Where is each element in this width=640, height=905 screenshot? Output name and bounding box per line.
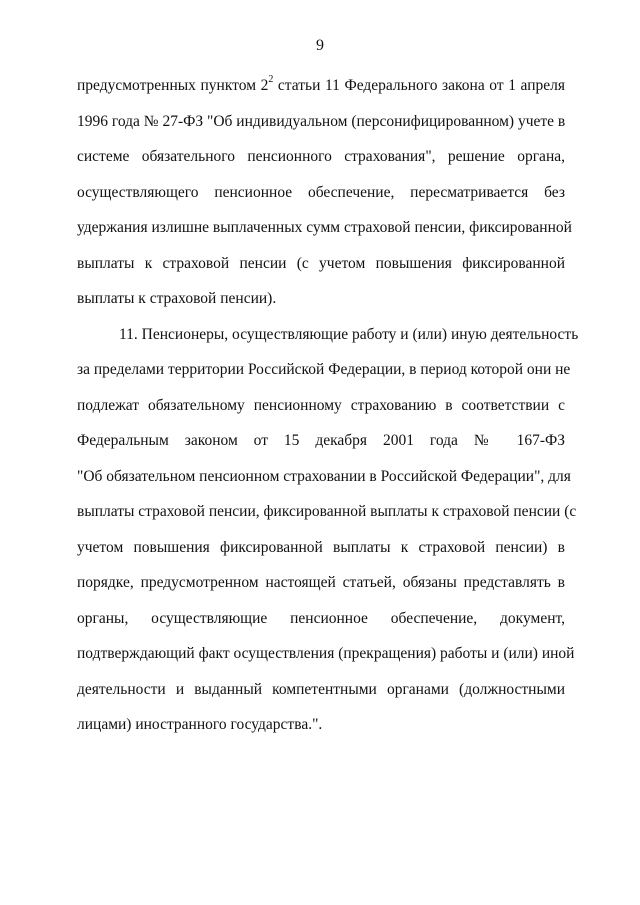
text-line: "Об обязательном пенсионном страховании в Российской Федерации", для (77, 467, 571, 485)
text-line (77, 68, 565, 104)
paragraph-item-11 (77, 317, 579, 743)
text-line: за пределами территории Российской Федерации, в период которой они не (77, 361, 571, 378)
text-line: лицами) иностранного государства.". (77, 716, 323, 733)
text-line: подтверждающий факт осуществления (прекращения) работы и (или) иной (77, 645, 575, 662)
text-line: подлежат обязательному пенсионному страхованию в соответствии с (77, 396, 565, 414)
text-line: органы, осуществляющие пенсионное обеспечение, документ, (77, 609, 565, 627)
text-line: удержания излишне выплаченных сумм страховой пенсии, фиксированной (77, 219, 572, 236)
page-number: 9 (316, 37, 324, 54)
text-line: 11. Пенсионеры, осуществляющие работу и (или) иную деятельность (119, 325, 579, 343)
text-line: выплаты к страховой пенсии (с учетом повышения фиксированной (77, 254, 565, 272)
text-line: 1996 года № 27-ФЗ "Об индивидуальном (персонифицированном) учете в (77, 112, 566, 130)
paragraph-continuation (77, 68, 572, 317)
text-segment: предусмотренных пунктом 2 (77, 77, 269, 94)
text-line: порядке, предусмотренном настоящей статьей, обязаны представлять в (77, 574, 565, 591)
text-segment: статьи 11 Федерального закона от 1 апреля (273, 77, 565, 94)
superscript-number: 2 (268, 73, 274, 85)
text-line: учетом повышения фиксированной выплаты к страховой пенсии) в (77, 538, 565, 556)
document-body (77, 68, 579, 743)
text-line: выплаты к страховой пенсии). (77, 290, 277, 307)
text-line: Федеральным законом от 15 декабря 2001 года № 167-ФЗ (77, 432, 565, 449)
text-line: системе обязательного пенсионного страхования", решение органа, (77, 148, 565, 165)
text-line: осуществляющего пенсионное обеспечение, пересматривается без (77, 183, 565, 201)
text-line: выплаты страховой пенсии, фиксированной выплаты к страховой пенсии (с (77, 503, 577, 520)
text-line: деятельности и выданный компетентными органами (должностными (77, 680, 565, 698)
